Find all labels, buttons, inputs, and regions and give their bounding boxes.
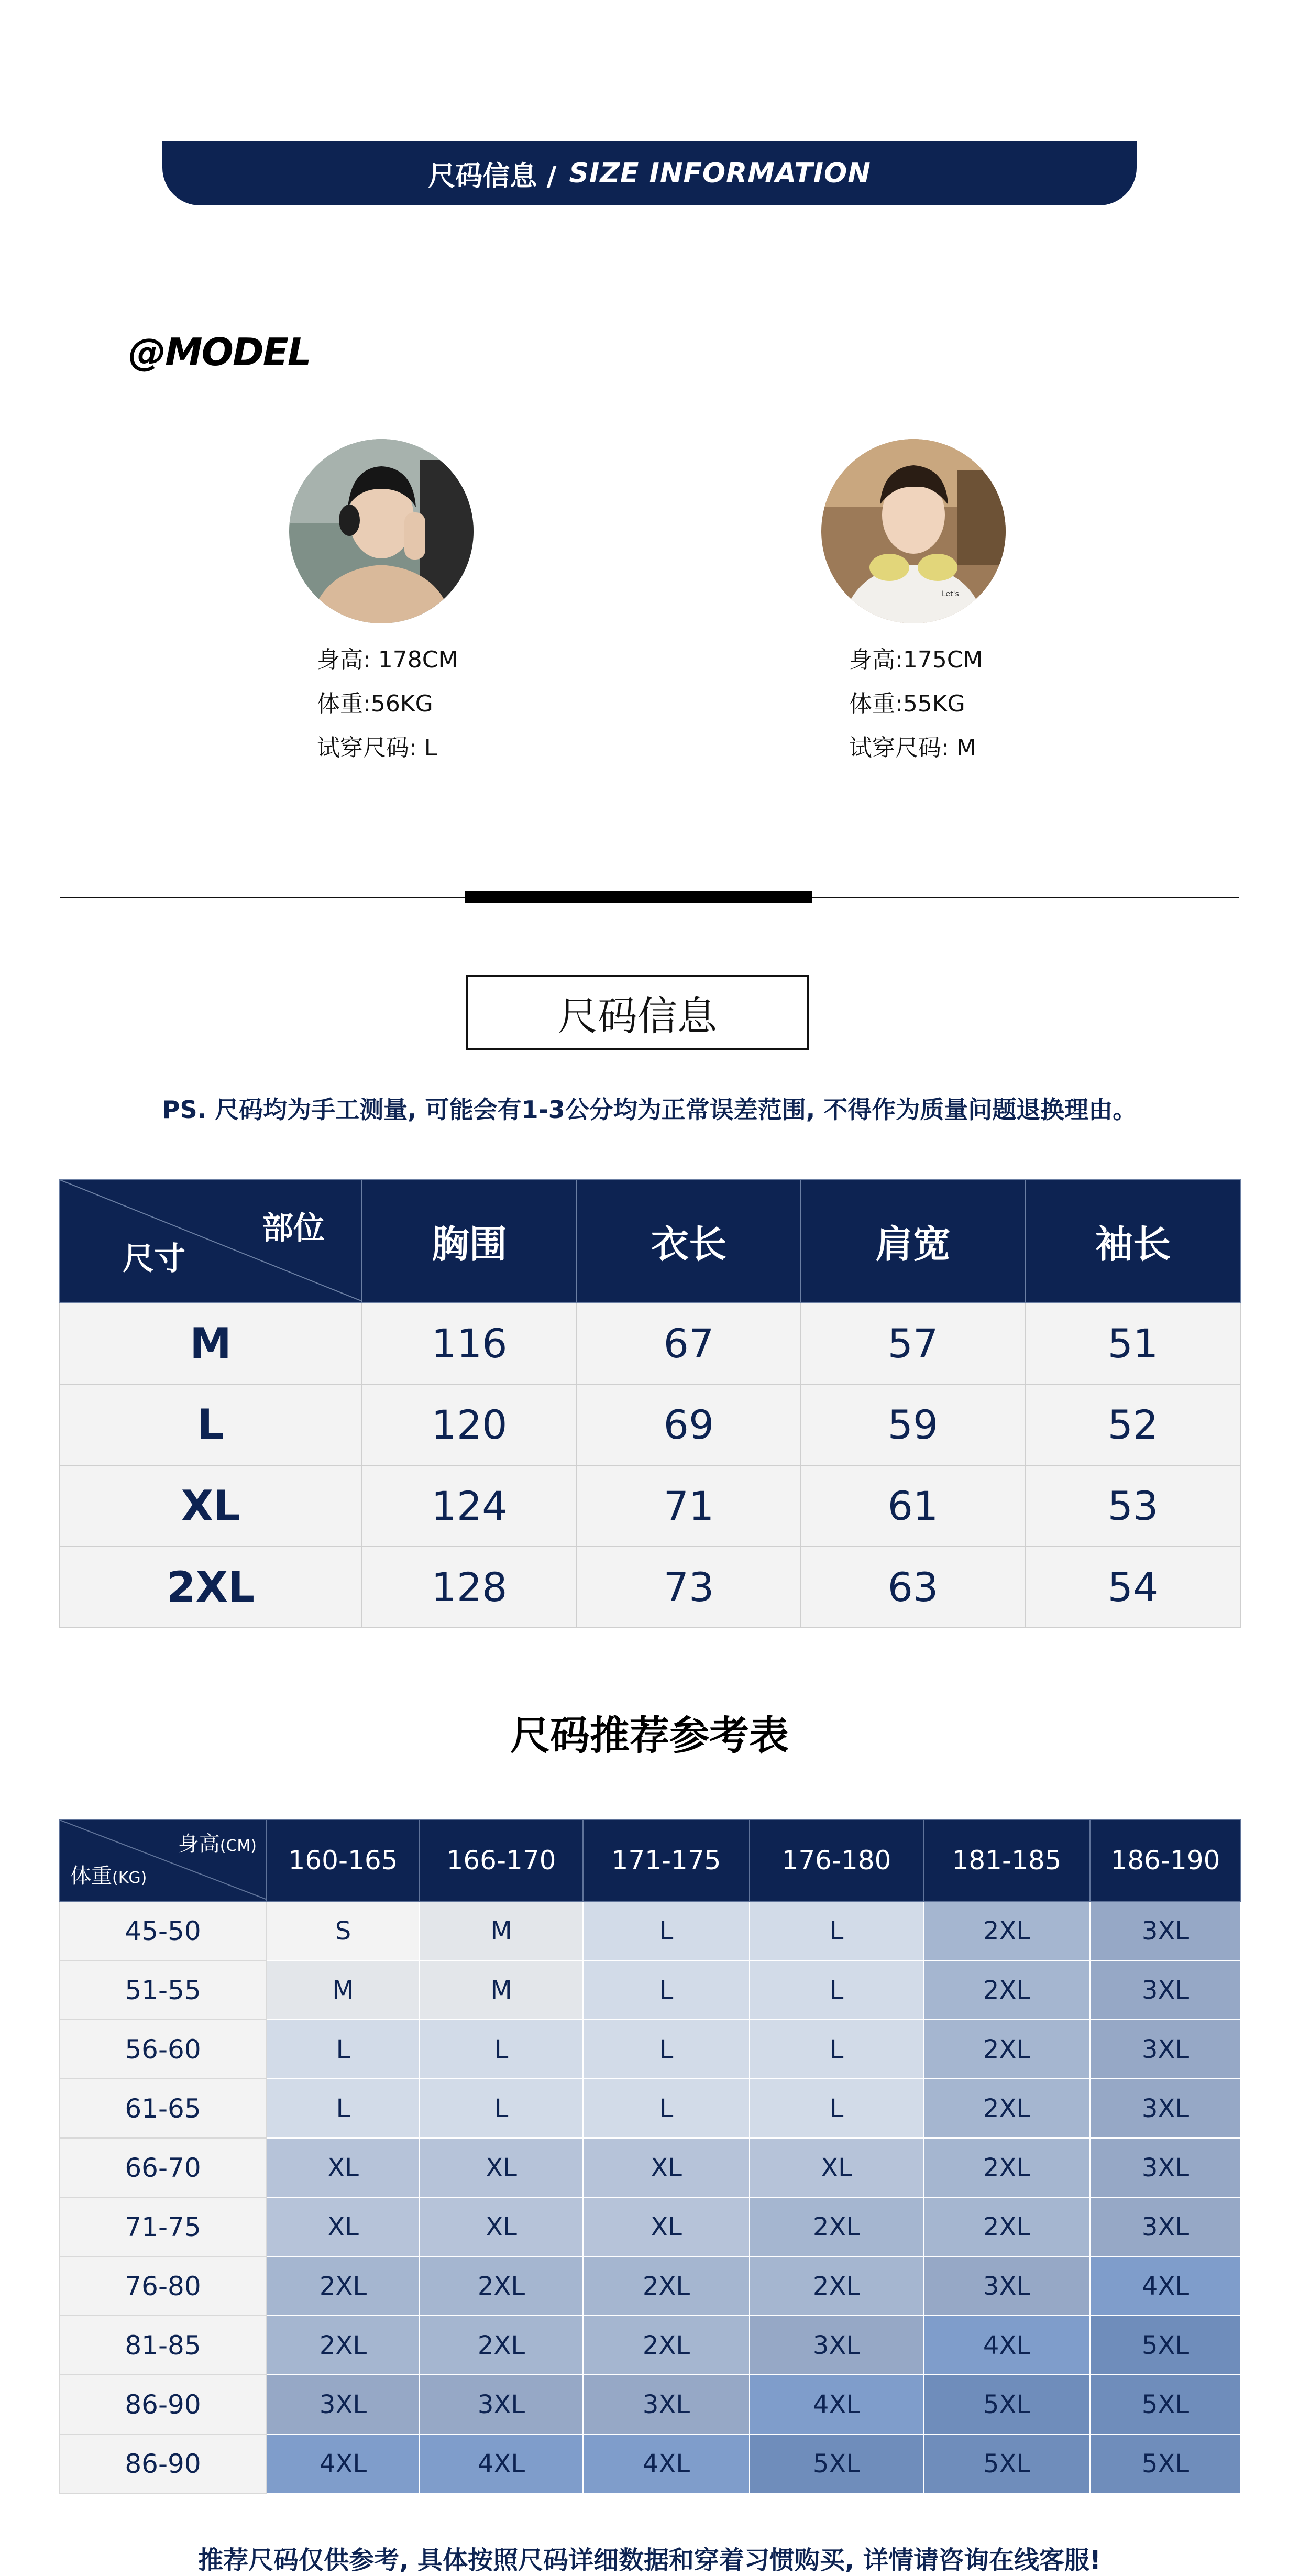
height-range-header: 160-165: [267, 1819, 420, 1901]
model-1-weight: 体重:56KG: [317, 690, 433, 717]
recommended-size-cell: XL: [267, 2138, 420, 2197]
table-row: [59, 2375, 1241, 2434]
recommended-size-cell: 2XL: [923, 1901, 1090, 1960]
svg-text:Let's: Let's: [942, 590, 959, 598]
table-row: [59, 1960, 1241, 2020]
recommended-size-cell: 2XL: [923, 2138, 1090, 2197]
recommended-size-cell: XL: [420, 2197, 583, 2256]
recommended-size-cell: L: [267, 2020, 420, 2079]
recommended-size-cell: L: [583, 2079, 750, 2138]
table-row: [59, 2316, 1241, 2375]
corner-weight-unit: (KG): [112, 1869, 147, 1887]
weight-range-cell: 76-80: [59, 2256, 267, 2316]
size-label: 2XL: [59, 1547, 362, 1628]
height-range-header: 166-170: [420, 1819, 583, 1901]
shoulder-value: 59: [801, 1384, 1025, 1465]
table-row: [59, 1547, 1241, 1628]
table-row: [59, 2138, 1241, 2197]
model-2-photo: [821, 439, 1006, 623]
chest-value: 124: [362, 1465, 577, 1547]
recommended-size-cell: 3XL: [923, 2256, 1090, 2316]
weight-range-cell: 51-55: [59, 1960, 267, 2020]
sleeve-value: 51: [1025, 1303, 1241, 1384]
recommended-size-cell: M: [420, 1901, 583, 1960]
recommend-header-row: [59, 1819, 1241, 1901]
recommended-size-cell: 5XL: [1090, 2316, 1241, 2375]
recommended-size-cell: 2XL: [267, 2316, 420, 2375]
corner-height-label: 身高: [178, 1832, 220, 1856]
table-row: [59, 1384, 1241, 1465]
sleeve-value: 52: [1025, 1384, 1241, 1465]
recommended-size-cell: 2XL: [420, 2256, 583, 2316]
recommended-size-cell: 2XL: [923, 2079, 1090, 2138]
recommended-size-cell: 2XL: [750, 2197, 923, 2256]
shoulder-value: 63: [801, 1547, 1025, 1628]
height-range-header: 186-190: [1090, 1819, 1241, 1901]
recommended-size-cell: L: [420, 2079, 583, 2138]
model-1-size: 试穿尺码: L: [317, 735, 437, 761]
recommended-size-cell: 3XL: [1090, 1960, 1241, 2020]
height-range-header: 171-175: [583, 1819, 750, 1901]
recommended-size-cell: L: [750, 1960, 923, 2020]
header-length: 衣长: [577, 1179, 801, 1303]
recommended-size-cell: 2XL: [420, 2316, 583, 2375]
header-shoulder: 肩宽: [801, 1179, 1025, 1303]
header-chest: 胸围: [362, 1179, 577, 1303]
recommended-size-cell: XL: [750, 2138, 923, 2197]
length-value: 71: [577, 1465, 801, 1547]
table-row: [59, 2256, 1241, 2316]
recommended-size-cell: 5XL: [750, 2434, 923, 2493]
shoulder-value: 61: [801, 1465, 1025, 1547]
recommended-size-cell: 4XL: [923, 2316, 1090, 2375]
height-range-header: 176-180: [750, 1819, 923, 1901]
model-1-height: 身高: 178CM: [317, 646, 458, 673]
recommend-title: 尺码推荐参考表: [510, 1712, 789, 1759]
recommended-size-cell: L: [750, 2079, 923, 2138]
banner-cn-title: 尺码信息 /: [428, 160, 557, 192]
model-section-title: @MODEL: [128, 330, 311, 374]
recommended-size-cell: 2XL: [267, 2256, 420, 2316]
recommended-size-cell: L: [583, 1960, 750, 2020]
recommend-corner: [59, 1819, 267, 1901]
sleeve-value: 53: [1025, 1465, 1241, 1547]
size-table-header-row: [59, 1179, 1241, 1303]
table-row: [59, 1901, 1241, 1960]
recommended-size-cell: L: [750, 1901, 923, 1960]
corner-weight-label: 体重: [70, 1864, 112, 1888]
table-row: [59, 2020, 1241, 2079]
chest-value: 116: [362, 1303, 577, 1384]
banner-en-title: SIZE INFORMATION: [569, 158, 871, 189]
recommended-size-cell: 5XL: [923, 2375, 1090, 2434]
recommended-size-cell: L: [583, 1901, 750, 1960]
weight-range-cell: 81-85: [59, 2316, 267, 2375]
recommended-size-cell: 4XL: [420, 2434, 583, 2493]
recommended-size-cell: M: [420, 1960, 583, 2020]
weight-range-cell: 45-50: [59, 1901, 267, 1960]
recommended-size-cell: 4XL: [1090, 2256, 1241, 2316]
recommended-size-cell: L: [750, 2020, 923, 2079]
recommended-size-cell: 4XL: [267, 2434, 420, 2493]
recommended-size-cell: 2XL: [923, 2020, 1090, 2079]
recommended-size-cell: L: [420, 2020, 583, 2079]
recommended-size-cell: 2XL: [583, 2316, 750, 2375]
header-sleeve: 袖长: [1025, 1179, 1241, 1303]
size-table-corner: [59, 1179, 362, 1303]
weight-range-cell: 56-60: [59, 2020, 267, 2079]
recommended-size-cell: S: [267, 1901, 420, 1960]
model-card-2: [815, 439, 1087, 770]
recommended-size-cell: 2XL: [750, 2256, 923, 2316]
weight-range-cell: 66-70: [59, 2138, 267, 2197]
length-value: 73: [577, 1547, 801, 1628]
recommended-size-cell: L: [583, 2020, 750, 2079]
length-value: 67: [577, 1303, 801, 1384]
table-row: [59, 2434, 1241, 2493]
measurement-note: PS. 尺码均为手工测量, 可能会有1-3公分均为正常误差范围, 不得作为质量问题退换理由。: [162, 1095, 1137, 1124]
model-2-weight: 体重:55KG: [849, 690, 965, 717]
weight-range-cell: 71-75: [59, 2197, 267, 2256]
recommended-size-cell: 3XL: [583, 2375, 750, 2434]
model-2-size: 试穿尺码: M: [849, 735, 976, 761]
size-information-banner: [162, 141, 1137, 205]
table-row: [59, 1465, 1241, 1547]
recommended-size-cell: 3XL: [1090, 2079, 1241, 2138]
shoulder-value: 57: [801, 1303, 1025, 1384]
recommended-size-cell: XL: [583, 2138, 750, 2197]
weight-range-cell: 86-90: [59, 2375, 267, 2434]
size-label: L: [59, 1384, 362, 1465]
table-row: [59, 2079, 1241, 2138]
model-2-height: 身高:175CM: [849, 646, 983, 673]
recommended-size-cell: L: [267, 2079, 420, 2138]
recommended-size-cell: 2XL: [923, 2197, 1090, 2256]
recommended-size-cell: 3XL: [420, 2375, 583, 2434]
recommended-size-cell: XL: [420, 2138, 583, 2197]
table-row: [59, 1303, 1241, 1384]
section-divider-accent: [465, 891, 812, 903]
corner-label-size: 尺寸: [123, 1241, 185, 1277]
recommended-size-cell: 4XL: [583, 2434, 750, 2493]
recommended-size-cell: XL: [267, 2197, 420, 2256]
size-info-title-text: 尺码信息: [558, 992, 717, 1039]
model-1-photo: [289, 439, 474, 623]
recommended-size-cell: 5XL: [1090, 2375, 1241, 2434]
recommend-footer-note: 推荐尺码仅供参考, 具体按照尺码详细数据和穿着习惯购买, 详情请咨询在线客服!: [198, 2546, 1101, 2575]
recommended-size-cell: 3XL: [1090, 2020, 1241, 2079]
recommended-size-cell: 5XL: [923, 2434, 1090, 2493]
height-range-header: 181-185: [923, 1819, 1090, 1901]
table-row: [59, 2197, 1241, 2256]
sleeve-value: 54: [1025, 1547, 1241, 1628]
recommended-size-cell: XL: [583, 2197, 750, 2256]
recommended-size-cell: 3XL: [1090, 1901, 1241, 1960]
recommended-size-cell: 3XL: [1090, 2197, 1241, 2256]
size-info-title: [466, 975, 809, 1050]
recommended-size-cell: M: [267, 1960, 420, 2020]
recommended-size-cell: 3XL: [1090, 2138, 1241, 2197]
size-recommend-table: [59, 1819, 1241, 2494]
chest-value: 128: [362, 1547, 577, 1628]
size-label: M: [59, 1303, 362, 1384]
recommended-size-cell: 3XL: [750, 2316, 923, 2375]
recommended-size-cell: 4XL: [750, 2375, 923, 2434]
weight-range-cell: 86-90: [59, 2434, 267, 2493]
size-label: XL: [59, 1465, 362, 1547]
chest-value: 120: [362, 1384, 577, 1465]
corner-label-part: 部位: [262, 1210, 325, 1247]
weight-range-cell: 61-65: [59, 2079, 267, 2138]
recommended-size-cell: 3XL: [267, 2375, 420, 2434]
recommended-size-cell: 2XL: [923, 1960, 1090, 2020]
corner-height-unit: (CM): [219, 1837, 257, 1855]
recommended-size-cell: 2XL: [583, 2256, 750, 2316]
length-value: 69: [577, 1384, 801, 1465]
model-card-1: [283, 439, 555, 770]
size-measurement-table: [59, 1179, 1241, 1628]
recommended-size-cell: 5XL: [1090, 2434, 1241, 2493]
